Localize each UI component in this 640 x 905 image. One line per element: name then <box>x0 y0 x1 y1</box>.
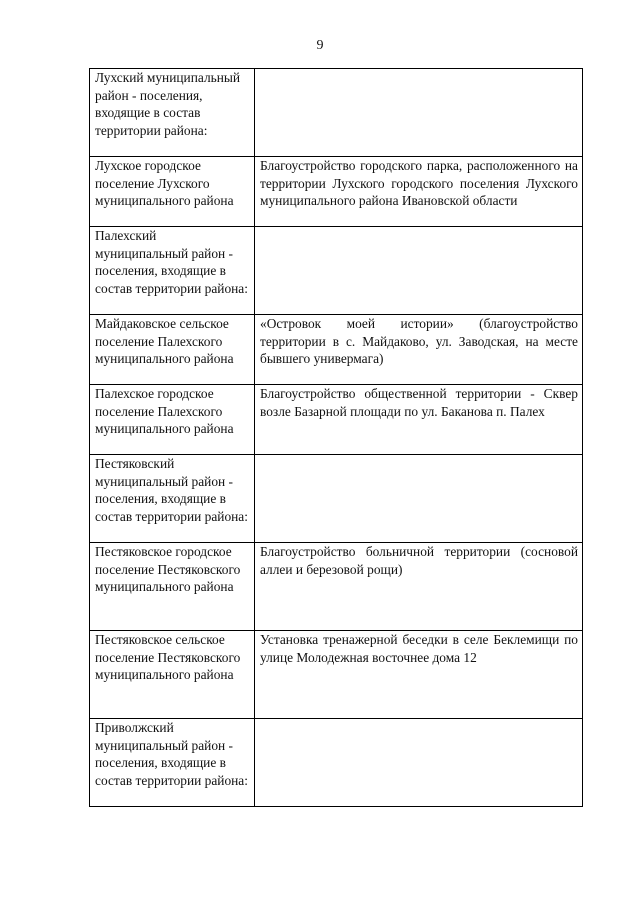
district-cell <box>90 455 255 543</box>
settlement-label: Майдаковское сельское поселение Палехского муниципального района <box>95 316 234 367</box>
project-cell <box>255 315 583 385</box>
district-label: Пестяковский муниципальный район - поселения, входящие в состав территории района: <box>95 456 248 524</box>
project-cell <box>255 385 583 455</box>
project-text: Благоустройство больничной территории (сосновой аллеи и березовой рощи) <box>260 544 578 577</box>
district-label: Палехский муниципальный район - поселения, входящие в состав территории района: <box>95 228 248 296</box>
table-row <box>90 455 583 543</box>
municipal-projects-table <box>89 68 583 807</box>
settlement-cell <box>90 315 255 385</box>
project-cell <box>255 631 583 719</box>
district-cell <box>90 719 255 807</box>
settlement-cell <box>90 631 255 719</box>
project-cell <box>255 543 583 631</box>
settlement-cell <box>90 385 255 455</box>
project-cell <box>255 719 583 807</box>
project-text: Установка тренажерной беседки в селе Беклемищи по улице Молодежная восточнее дома 12 <box>260 632 578 665</box>
settlement-label: Пестяковское городское поселение Пестяковского муниципального района <box>95 544 241 595</box>
settlement-label: Лухское городское поселение Лухского муниципального района <box>95 158 234 209</box>
district-label: Лухский муниципальный район - поселения, входящие в состав территории района: <box>95 70 241 138</box>
project-cell <box>255 227 583 315</box>
settlement-cell <box>90 157 255 227</box>
district-cell <box>90 227 255 315</box>
table-row <box>90 69 583 157</box>
project-text: «Островок моей истории» (благоустройство территории в с. Майдаково, ул. Заводская, на месте бывшего универмага) <box>260 316 578 367</box>
table-row <box>90 631 583 719</box>
table-row <box>90 385 583 455</box>
page-number: 9 <box>316 38 324 53</box>
table-row <box>90 315 583 385</box>
table-row <box>90 227 583 315</box>
project-cell <box>255 455 583 543</box>
project-cell <box>255 69 583 157</box>
district-label: Приволжский муниципальный район - поселения, входящие в состав территории района: <box>95 720 248 788</box>
settlement-label: Палехское городское поселение Палехского муниципального района <box>95 386 234 437</box>
table-row <box>90 719 583 807</box>
settlement-cell <box>90 543 255 631</box>
project-text: Благоустройство городского парка, расположенного на территории Лухского городского поселения Лухского муниципального района Ивановской области <box>260 158 578 209</box>
project-text: Благоустройство общественной территории - Сквер возле Базарной площади по ул. Баканова п. Палех <box>260 386 578 419</box>
settlement-label: Пестяковское сельское поселение Пестяковского муниципального района <box>95 632 241 683</box>
table-row <box>90 157 583 227</box>
district-cell <box>90 69 255 157</box>
table-row <box>90 543 583 631</box>
project-cell <box>255 157 583 227</box>
